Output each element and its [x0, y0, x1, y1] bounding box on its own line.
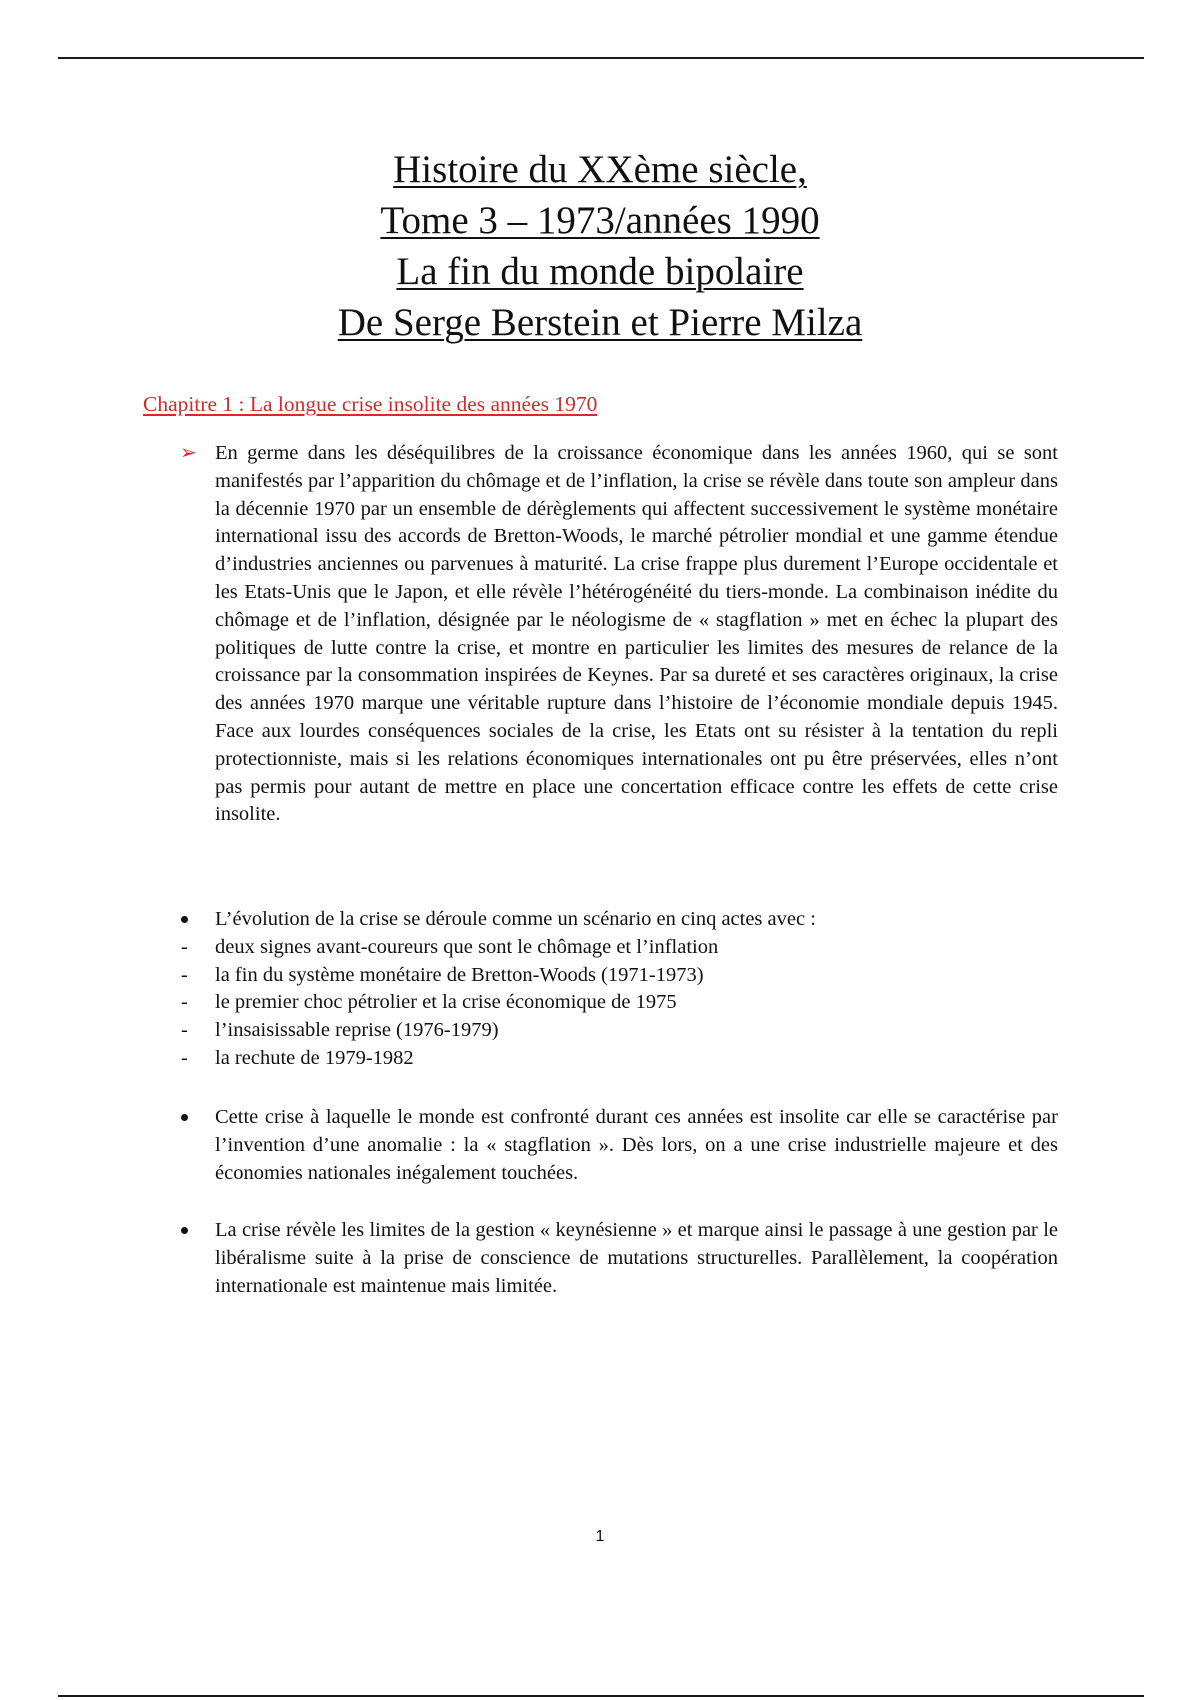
title-line-3: La fin du monde bipolaire	[396, 250, 804, 293]
list-item-text: l’insaisissable reprise (1976-1979)	[215, 1019, 499, 1042]
list-item	[175, 934, 1058, 962]
dash-marker: -	[181, 963, 188, 986]
dash-marker: -	[181, 1019, 188, 1042]
chapter-heading: Chapitre 1 : La longue crise insolite des années 1970	[143, 392, 598, 416]
list-item	[175, 1045, 1058, 1073]
stagflation-paragraph	[175, 1104, 1058, 1187]
title-line-1: Histoire du XXème siècle,	[393, 148, 807, 191]
bullet-dot-icon	[181, 1104, 188, 1132]
dash-marker: -	[181, 935, 188, 958]
intro-paragraph	[175, 440, 1058, 829]
evolution-list	[175, 906, 1058, 1073]
list-item-text: la rechute de 1979-1982	[215, 1046, 414, 1069]
footer-rule	[58, 1695, 1144, 1697]
page-number: 1	[595, 1528, 605, 1545]
keynes-paragraph	[175, 1217, 1058, 1300]
list-item-text: la fin du système monétaire de Bretton-Woods (1971-1973)	[215, 963, 704, 986]
arrow-bullet-icon: ➢	[180, 442, 197, 464]
list-item-text: deux signes avant-coureurs que sont le chômage et l’inflation	[215, 935, 719, 958]
title-line-2: Tome 3 – 1973/années 1990	[380, 199, 820, 242]
list-item	[175, 989, 1058, 1017]
list-item	[175, 962, 1058, 990]
dash-marker: -	[181, 1046, 188, 1069]
title-line-4: De Serge Berstein et Pierre Milza	[337, 301, 863, 344]
dash-marker: -	[181, 991, 188, 1014]
keynes-text: La crise révèle les limites de la gestion « keynésienne » et marque ainsi le passage à une gestion par le libéralisme suite à la prise de conscience de mutations structurelles. Parallèlement, la coopération internationale est maintenue mais limitée.	[215, 1219, 1058, 1297]
list-lead	[175, 906, 1058, 934]
list-item-text: le premier choc pétrolier et la crise économique de 1975	[215, 991, 677, 1014]
list-lead-text: L’évolution de la crise se déroule comme un scénario en cinq actes avec :	[215, 908, 816, 930]
stagflation-text: Cette crise à laquelle le monde est confronté durant ces années est insolite car elle se caractérise par l’invention d’une anomalie : la « stagflation ». Dès lors, on a une crise industrielle majeure et des économies nationales inégalement touchées.	[215, 1106, 1058, 1184]
bullet-dot-icon	[181, 1217, 188, 1245]
document-title	[0, 144, 1200, 348]
header-rule	[58, 57, 1144, 59]
intro-text: En germe dans les déséquilibres de la croissance économique dans les années 1960, qui se sont manifestés par l’apparition du chômage et de l’inflation, la crise se révèle dans toute son ampleur dans la décennie 1970 par un ensemble de dérèglements qui affectent successivement le système monétaire international issu des accords de Bretton-Woods, le marché pétrolier mondial et une gamme étendue d’industries anciennes ou parvenues à maturité. La crise frappe plus durement l’Europe occidentale et les Etats-Unis que le Japon, et elle révèle l’hétérogénéité du tiers-monde. La combinaison inédite du chômage et de l’inflation, désignée par le néologisme de « stagflation » met en échec la plupart des politiques de lutte contre la crise, et montre en particulier les limites des mesures de relance de la croissance par la consommation inspirées de Keynes. Par sa dureté et ses caractères originaux, la crise des années 1970 marque une véritable rupture dans l’histoire de l’économie mondiale depuis 1945. Face aux lourdes conséquences sociales de la crise, les Etats ont su résister à la tentation du repli protectionniste, mais si les relations économiques internationales ont pu être préservées, elles n’ont pas permis pour autant de mettre en place une concertation efficace contre les effets de cette crise insolite.	[215, 442, 1058, 826]
list-item	[175, 1017, 1058, 1045]
bullet-dot-icon	[181, 906, 201, 934]
